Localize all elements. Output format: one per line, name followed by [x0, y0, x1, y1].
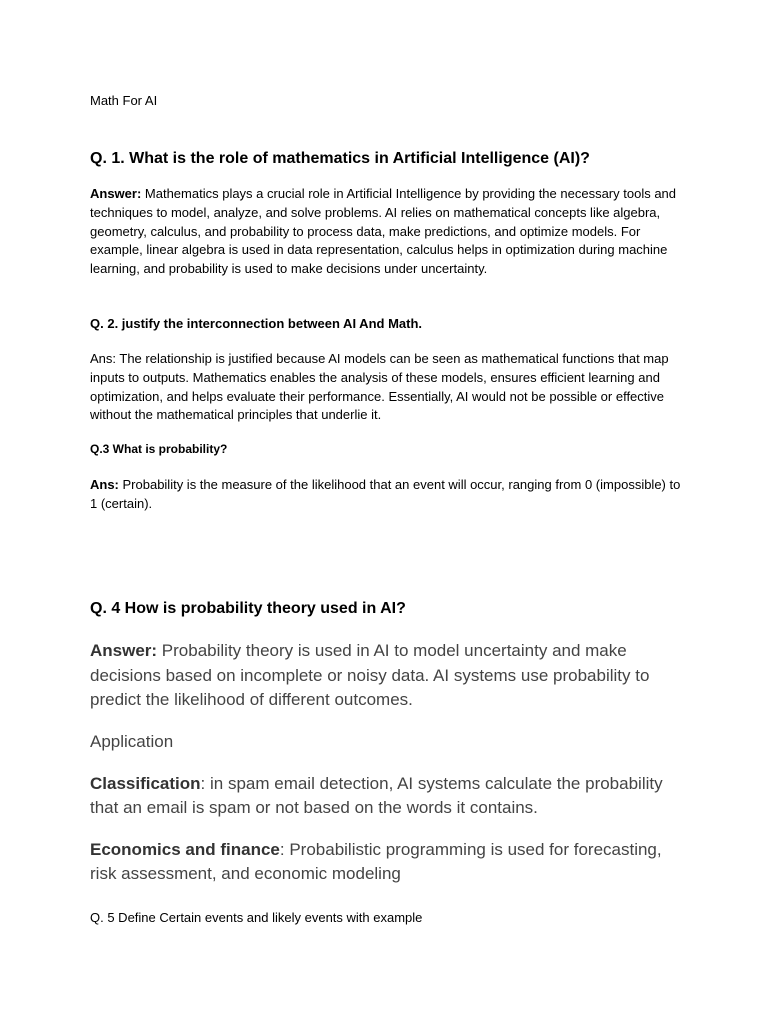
- answer-1-label: Answer:: [90, 186, 142, 201]
- answer-3-label: Ans:: [90, 477, 119, 492]
- question-4-heading: Q. 4 How is probability theory used in AI?: [90, 600, 406, 617]
- answer-1-text: Mathematics plays a crucial role in Artificial Intelligence by providing the necessary tools and techniques to model, analyze, and solve problems. AI relies on mathematical concepts like algebra, geometry, calculus, and probability to process data, make predictions, and optimize models. For example, linear algebra is used in data representation, calculus helps in optimization during machine learning, and probability is used to make decisions under uncertainty.: [90, 186, 677, 277]
- question-3-heading: Q.3 What is probability?: [90, 442, 228, 456]
- answer-3-text: Probability is the measure of the likelihood that an event will occur, ranging from 0 (impossible) to 1 (certain).: [90, 477, 681, 511]
- question-1-heading: Q. 1. What is the role of mathematics in Artificial Intelligence (AI)?: [90, 150, 590, 167]
- classification-paragraph: [90, 772, 690, 820]
- answer-4-paragraph: [90, 639, 690, 713]
- answer-2-paragraph: Ans: The relationship is justified because AI models can be seen as mathematical functions that map inputs to outputs. Mathematics enables the analysis of these models, ensures efficient learning and optimization, and helps evaluate their performance. Essentially, AI would not be possible or effective without the mathematical principles that underlie it.: [90, 351, 669, 423]
- answer-4-label: Answer:: [90, 641, 158, 660]
- classification-label: Classification: [90, 774, 201, 793]
- answer-3-paragraph: [90, 476, 690, 514]
- classification-text: : in spam email detection, AI systems calculate the probability that an email is spam or not based on the words it contains.: [90, 774, 663, 817]
- economics-paragraph: [90, 838, 690, 886]
- document-title: Math For AI: [90, 93, 158, 108]
- economics-label: Economics and finance: [90, 840, 280, 859]
- answer-4-text: Probability theory is used in AI to model uncertainty and make decisions based on incomplete or noisy data. AI systems use probability to predict the likelihood of different outcomes.: [90, 641, 650, 709]
- question-5-heading: Q. 5 Define Certain events and likely events with example: [90, 910, 423, 925]
- application-heading: Application: [90, 732, 174, 751]
- question-2-heading: Q. 2. justify the interconnection between AI And Math.: [90, 316, 423, 331]
- economics-text: : Probabilistic programming is used for forecasting, risk assessment, and economic modeling: [90, 840, 662, 883]
- answer-1-paragraph: [90, 185, 690, 279]
